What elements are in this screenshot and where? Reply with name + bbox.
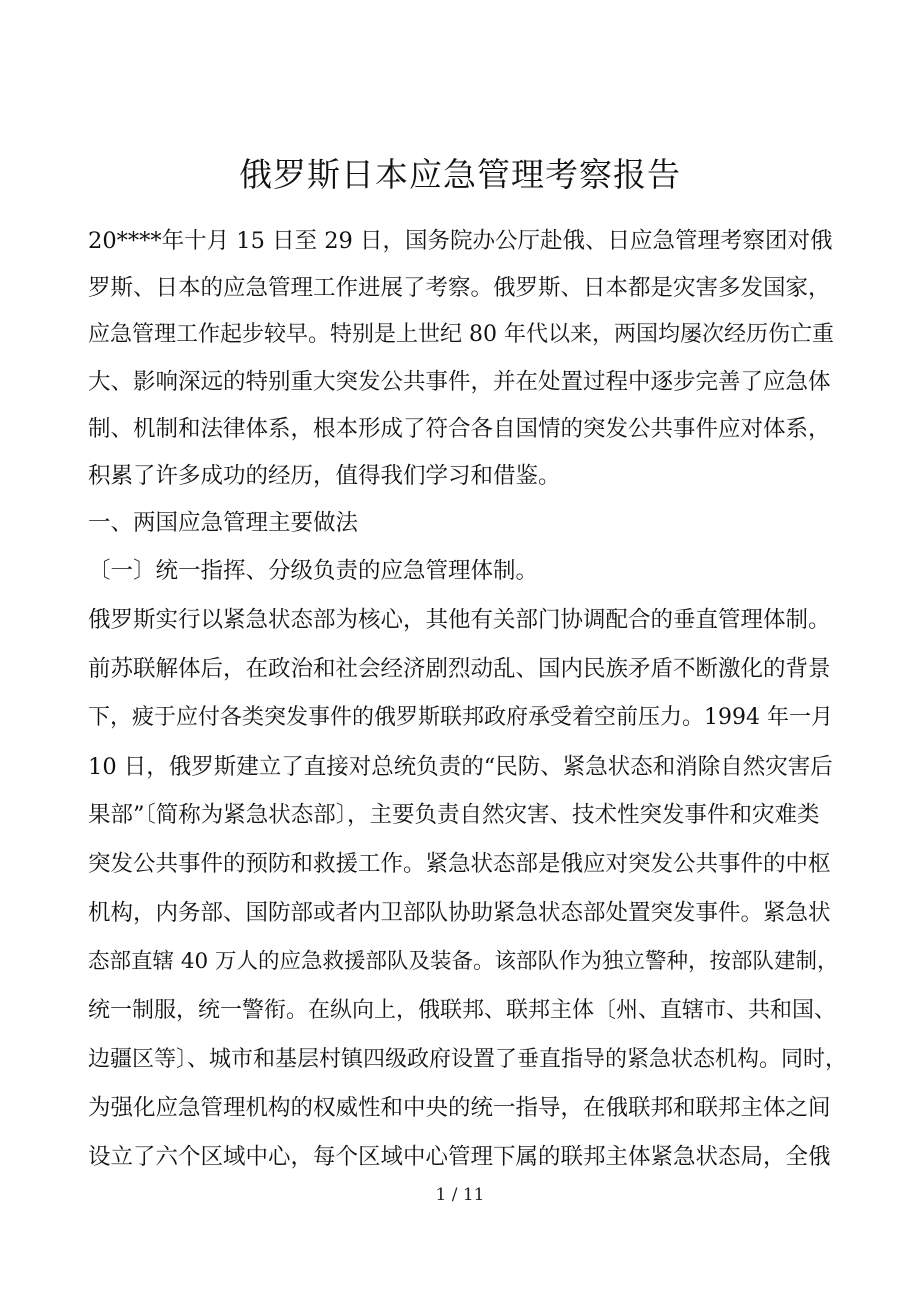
text-line-4: 大、影响深远的特别重大突发公共事件，并在处置过程中逐步完善了应急体 [88,369,831,395]
document-title: 俄罗斯日本应急管理考察报告 [239,155,681,194]
text-line-20: 设立了六个区域中心，每个区域中心管理下属的联邦主体紧急状态局，全俄 [88,1144,831,1170]
section-heading: 一、两国应急管理主要做法 [88,510,359,536]
page-number: 1 / 11 [435,1185,485,1205]
text-line-17: 统一制服，统一警衔。在纵向上，俄联邦、联邦主体〔州、直辖市、共和国、 [88,998,837,1023]
text-line-15: 机构，内务部、国防部或者内卫部队协助紧急状态部处置突发事件。紧急状 [88,900,831,926]
text-line-6: 积累了许多成功的经历，值得我们学习和借鉴。 [88,463,561,489]
text-line-10: 前苏联解体后，在政治和社会经济剧烈动乱、国内民族矛盾不断激化的背景 [88,656,831,682]
text-line-11: 下，疲于应付各类突发事件的俄罗斯联邦政府承受着空前压力。1994 年一月 [88,705,833,730]
text-line-19: 为强化应急管理机构的权威性和中央的统一指导，在俄联邦和联邦主体之间 [88,1095,831,1121]
text-line-1: 20****年十月 15 日至 29 日，国务院办公厅赴俄、日应急管理考察团对俄 [88,228,833,254]
text-line-2: 罗斯、日本的应急管理工作进展了考察。俄罗斯、日本都是灾害多发国家， [88,275,831,301]
text-line-16: 态部直辖 40 万人的应急救援部队及装备。该部队作为独立警种，按部队建制， [88,949,839,974]
text-line-13: 果部”〔简称为紧急状态部〕，主要负责自然灾害、技术性突发事件和灾难类 [88,802,820,828]
text-line-12: 10 日，俄罗斯建立了直接对总统负责的“民防、紧急状态和消除自然灾害后 [88,754,833,780]
text-line-3: 应急管理工作起步较早。特别是上世纪 80 年代以来，两国均屡次经历伤亡重 [88,322,834,347]
text-line-14: 突发公共事件的预防和救援工作。紧急状态部是俄应对突发公共事件的中枢 [88,851,831,877]
text-line-9: 俄罗斯实行以紧急状态部为核心，其他有关部门协调配合的垂直管理体制。 [88,607,831,633]
text-line-18: 边疆区等〕、城市和基层村镇四级政府设置了垂直指导的紧急状态机构。同时， [88,1047,848,1072]
subsection-heading: 〔一〕统一指挥、分级负责的应急管理体制。 [88,558,539,584]
text-line-5: 制、机制和法律体系，根本形成了符合各自国情的突发公共事件应对体系， [88,416,831,442]
